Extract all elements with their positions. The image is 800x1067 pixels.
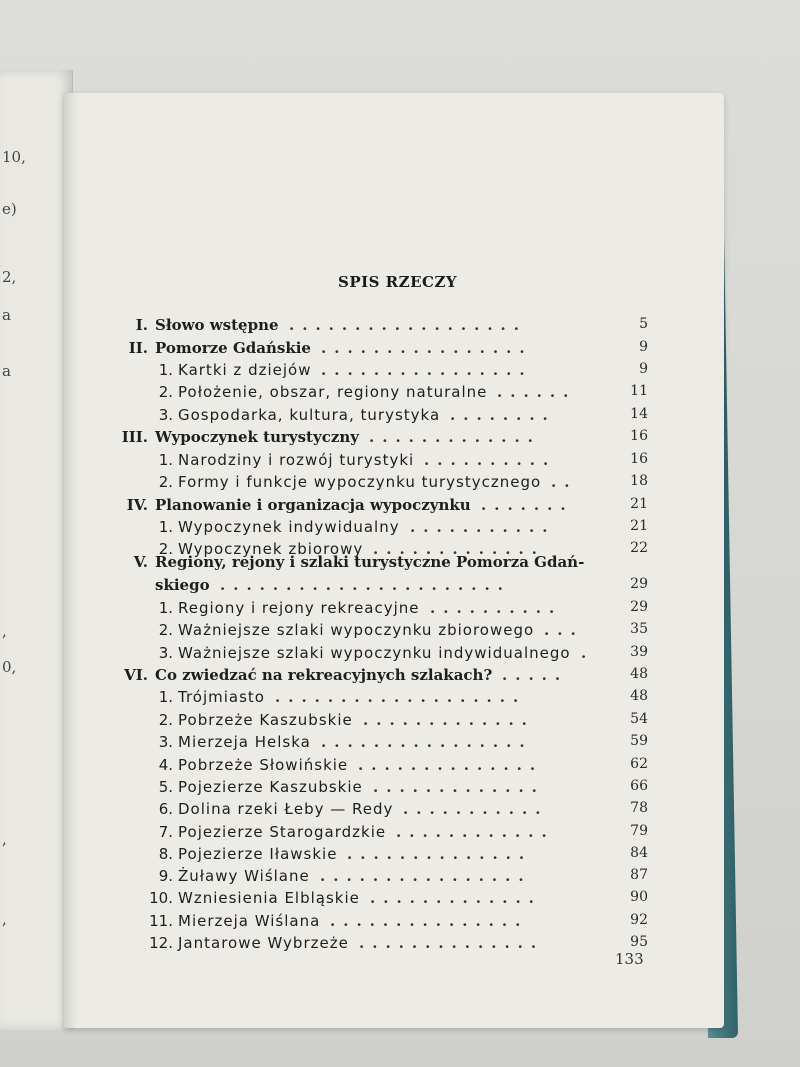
leader-dots: ............. xyxy=(363,711,535,729)
left-page-fragment: , xyxy=(2,622,7,640)
toc-entry-page: 90 xyxy=(630,889,648,905)
toc-entry-title: Pobrzeże Kaszubskie xyxy=(178,711,353,729)
toc-entry-title: Kartki z dziejów xyxy=(178,361,312,379)
toc-entry-number: 1. xyxy=(158,451,173,469)
toc-entry-title: Narodziny i rozwój turystyki xyxy=(178,451,415,469)
leader-dots: .. xyxy=(551,473,578,491)
leader-dots: ................... xyxy=(275,688,527,706)
toc-entry-number: 2. xyxy=(158,473,173,491)
toc-entry-page: 11 xyxy=(630,383,648,399)
toc-entry-page: 66 xyxy=(630,778,648,794)
leader-dots: .......... xyxy=(430,599,563,617)
toc-entry-number: I. xyxy=(135,316,148,334)
toc-entry-page: 29 xyxy=(630,599,648,615)
toc-entry-title: Co zwiedzać na rekreacyjnych szlakach? xyxy=(155,666,493,684)
toc-entry-number: 1. xyxy=(158,518,173,536)
toc-entry-title: Mierzeja Wiślana xyxy=(178,912,321,930)
toc-entry-page: 84 xyxy=(630,845,648,861)
toc-entry-title: Dolina rzeki Łeby — Redy xyxy=(178,800,394,818)
leader-dots: ................ xyxy=(321,361,533,379)
toc-entry-number: 2. xyxy=(158,540,173,558)
left-page-fragment: e) xyxy=(2,200,17,218)
leader-dots: .............. xyxy=(358,756,544,774)
toc-entry-page: 92 xyxy=(630,912,648,928)
leader-dots: ........... xyxy=(403,800,549,818)
leader-dots: ............. xyxy=(373,778,545,796)
toc-entry-number: 12. xyxy=(149,934,173,952)
toc-entry-number: 1. xyxy=(158,361,173,379)
toc-entry-title: Pobrzeże Słowińskie xyxy=(178,756,349,774)
toc-entry-title: Pojezierze Kaszubskie xyxy=(178,778,363,796)
leader-dots: .............. xyxy=(347,845,533,863)
toc-entry-number: 4. xyxy=(158,756,173,774)
toc-entry-title: Ważniejsze szlaki wypoczynku indywidualnego xyxy=(178,644,571,662)
leader-dots: ............... xyxy=(330,912,529,930)
toc-entry-title: Gospodarka, kultura, turystyka xyxy=(178,406,441,424)
toc-entry-title: Jantarowe Wybrzeże xyxy=(178,934,349,952)
toc-entry-title: Pojezierze Starogardzkie xyxy=(178,823,387,841)
toc-entry-title: Trójmiasto xyxy=(178,688,265,706)
leader-dots: ............ xyxy=(396,823,555,841)
toc-entry-number: 2. xyxy=(158,711,173,729)
toc-entry-number: 1. xyxy=(158,599,173,617)
toc-entry-page: 5 xyxy=(639,316,648,332)
toc-entry-title: skiego xyxy=(155,576,210,594)
toc-entry-number: IV. xyxy=(126,496,148,514)
toc-entry-page: 39 xyxy=(630,644,648,660)
left-page-fragment: a xyxy=(2,306,11,324)
toc-entry-page: 95 xyxy=(630,934,648,950)
left-page-fragment: 2, xyxy=(2,268,17,286)
left-page-fragment: a xyxy=(2,362,11,380)
toc-entry-number: 2. xyxy=(158,383,173,401)
toc-entry-title: Wypoczynek indywidualny xyxy=(178,518,400,536)
toc-entry-page: 78 xyxy=(630,800,648,816)
toc-entry-page: 48 xyxy=(630,688,648,704)
toc-entry-page: 21 xyxy=(630,518,648,534)
leader-dots: ........ xyxy=(450,406,556,424)
toc-entry-number: 1. xyxy=(158,688,173,706)
page-title: SPIS RZECZY xyxy=(338,273,458,291)
leader-dots: ..... xyxy=(502,666,569,684)
toc-entry-number: 8. xyxy=(158,845,173,863)
toc-entry-title: Wypoczynek zbiorowy xyxy=(178,540,364,558)
toc-entry-page: 48 xyxy=(630,666,648,682)
toc-entry-number: 6. xyxy=(158,800,173,818)
leader-dots: ...................... xyxy=(220,576,511,594)
leader-dots: ............. xyxy=(373,540,545,558)
toc-entry-page: 16 xyxy=(630,428,648,444)
toc-entry-page: 9 xyxy=(639,361,648,377)
toc-entry-page: 22 xyxy=(630,540,648,556)
toc-entry-number: 11. xyxy=(149,912,173,930)
toc-entry-title: Pomorze Gdańskie xyxy=(155,339,311,357)
toc-entry-number: 7. xyxy=(158,823,173,841)
toc-entry-page: 87 xyxy=(630,867,648,883)
toc-entry-page: 54 xyxy=(630,711,648,727)
toc-entry-title: Pojezierze Iławskie xyxy=(178,845,338,863)
leader-dots: ................ xyxy=(321,339,533,357)
leader-dots: ........... xyxy=(410,518,556,536)
toc-entry-page: 18 xyxy=(630,473,648,489)
toc-entry-page: 59 xyxy=(630,733,648,749)
leader-dots: .............. xyxy=(359,934,545,952)
leader-dots: .......... xyxy=(424,451,557,469)
toc-entry-page: 35 xyxy=(630,621,648,637)
toc-entry-number: 2. xyxy=(158,621,173,639)
toc-entry-title: Planowanie i organizacja wypoczynku xyxy=(155,496,471,514)
toc-entry-title: Regiony, rejony i szlaki turystyczne Pomorza Gdań- xyxy=(155,553,585,571)
toc-entry-title: Wypoczynek turystyczny xyxy=(155,428,359,446)
toc-entry-title: Regiony i rejony rekreacyjne xyxy=(178,599,420,617)
toc-entry-page: 14 xyxy=(630,406,648,422)
toc-entry-title: Słowo wstępne xyxy=(155,316,279,334)
toc-entry-page: 16 xyxy=(630,451,648,467)
toc-entry-number: 3. xyxy=(158,733,173,751)
toc-entry-number: V. xyxy=(133,553,148,571)
left-page-fragment: , xyxy=(2,830,7,848)
toc-entry-number: VI. xyxy=(124,666,148,684)
toc-entry-page: 79 xyxy=(630,823,648,839)
left-page xyxy=(0,70,73,1030)
toc-entry-title: Ważniejsze szlaki wypoczynku zbiorowego xyxy=(178,621,535,639)
leader-dots: ............. xyxy=(370,889,542,907)
toc-entry-number: 5. xyxy=(158,778,173,796)
toc-entry-page: 21 xyxy=(630,496,648,512)
leader-dots: ....... xyxy=(481,496,574,514)
leader-dots: ... xyxy=(544,621,584,639)
toc-entry-number: II. xyxy=(128,339,148,357)
leader-dots: . xyxy=(581,644,595,662)
toc-entry-title: Żuławy Wiślane xyxy=(178,867,310,885)
leader-dots: ................ xyxy=(320,867,532,885)
toc-entry-number: 3. xyxy=(158,644,173,662)
leader-dots: ............. xyxy=(369,428,541,446)
toc-entry-page: 9 xyxy=(639,339,648,355)
left-page-fragment: 10, xyxy=(2,148,26,166)
toc-entry-title: Wzniesienia Elbląskie xyxy=(178,889,360,907)
leader-dots: ................ xyxy=(321,733,533,751)
toc-entry-number: 9. xyxy=(158,867,173,885)
toc-entry-title: Położenie, obszar, regiony naturalne xyxy=(178,383,488,401)
left-page-fragment: 0, xyxy=(2,658,17,676)
toc-entry-page: 62 xyxy=(630,756,648,772)
toc-entry-number: 3. xyxy=(158,406,173,424)
page-number: 133 xyxy=(615,950,644,968)
leader-dots: .................. xyxy=(289,316,527,334)
toc-entry-title: Mierzeja Helska xyxy=(178,733,311,751)
toc-entry-page: 29 xyxy=(630,576,648,592)
toc-entry-number: III. xyxy=(121,428,148,446)
leader-dots: ...... xyxy=(497,383,577,401)
toc-entry-number: 10. xyxy=(149,889,173,907)
left-page-fragment: , xyxy=(2,910,7,928)
toc-entry-title: Formy i funkcje wypoczynku turystycznego xyxy=(178,473,542,491)
